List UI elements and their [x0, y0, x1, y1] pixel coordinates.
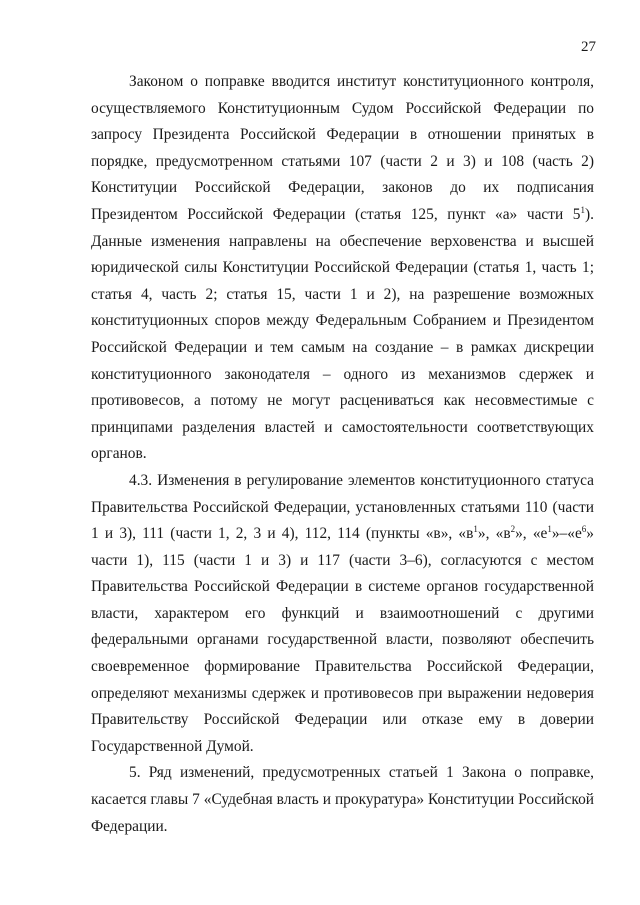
page-number: 27	[581, 39, 596, 55]
superscript: 1	[580, 204, 586, 215]
superscript: 1	[473, 524, 478, 535]
paragraph-text: Законом о поправке вводится институт конституционного контроля, осуществляемого Конституционным Судом Российской Федерации по запросу Президента Российской Федерации в отношении принятых в порядке, предусмотренном статьями 107 (части 2 и 3) и 108 (часть 2) Конституции Российской Федерации, законов до их подписания Президентом Российской Федерации (статья 125, пункт «а» части 5	[91, 73, 594, 223]
paragraph-text: 5. Ряд изменений, предусмотренных статьей 1 Закона о поправке, касается главы 7 «Судебная власть и прокуратура» Конституции Российской Федерации.	[91, 764, 594, 835]
paragraph-text: 4.3. Изменения в регулирование элементов конституционного статуса Правительства Российской Федерации, установленных статьями 110 (части 1 и 3), 111 (части 1, 2, 3 и 4), 112, 114 (пункты «в», «в	[91, 471, 594, 543]
superscript: 6	[581, 524, 587, 535]
paragraph-government-status	[91, 468, 594, 761]
superscript: 2	[510, 524, 516, 535]
paragraph-text: »–«е	[551, 525, 582, 543]
paragraph-judicial-chapter	[91, 760, 594, 840]
paragraph-text: », «в	[477, 525, 511, 543]
paragraph-text: » части 1), 115 (части 1 и 3) и 117 (части 3–6), согласуются с местом Правительства Российской Федерации в системе органов государственной власти, характером его функций и взаимоотношений с другими федеральными органами государственной власти, позволяют обеспечить своевременное формирование Правительства Российской Федерации, определяют механизмы сдержек и противовесов при выражении недоверия Правительству Российской Федерации или отказе ему в доверии Государственной Думой.	[91, 525, 594, 755]
paragraph-text: ). Данные изменения направлены на обеспечение верховенства и высшей юридической силы Конституции Российской Федерации (статья 1, часть 1; статья 4, часть 2; статья 15, части 1 и 2), на разрешение возможных конституционных споров между Федеральным Собранием и Президентом Российской Федерации и тем самым на создание – в рамках дискреции конституционного законодателя – одного из механизмов сдержек и противовесов, а потому не могут расцениваться как несовместимые с принципами разделения властей и самостоятельности соответствующих органов.	[91, 205, 594, 463]
document-body	[91, 69, 594, 840]
paragraph-constitutional-control	[91, 69, 594, 468]
paragraph-text: », «е	[515, 525, 548, 543]
superscript: 1	[547, 524, 552, 535]
